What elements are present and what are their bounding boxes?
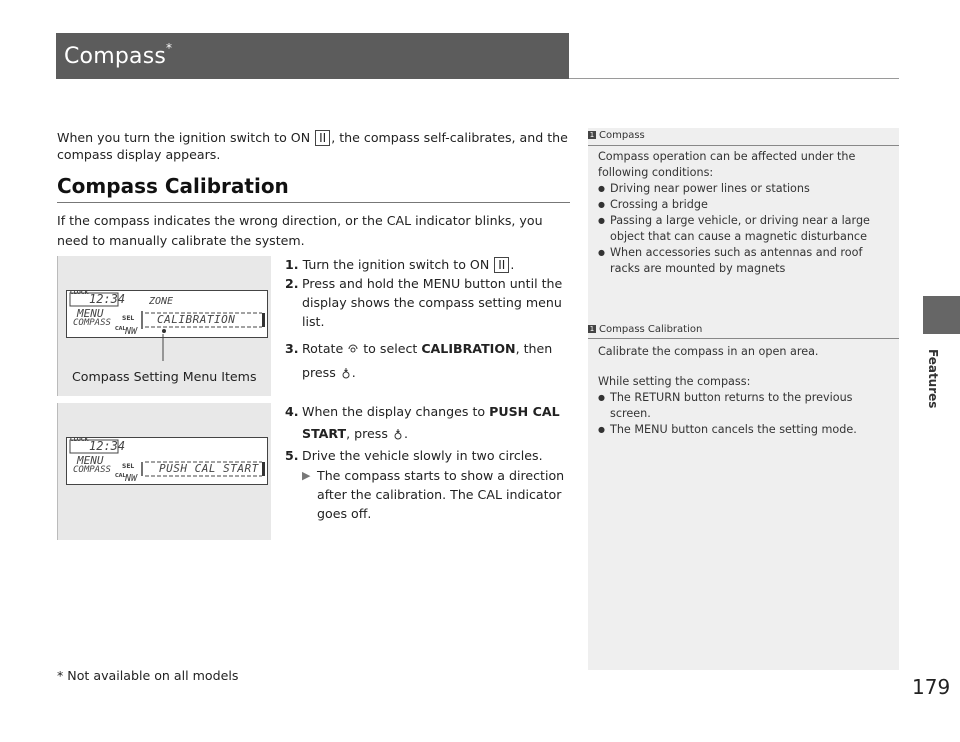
sel-tag: SEL (122, 315, 135, 322)
result-arrow-icon: ▶ (302, 469, 311, 482)
menu-label: MENU (77, 454, 104, 467)
note-bullet: ● Driving near power lines or stations (598, 181, 893, 197)
lcd-display (66, 437, 268, 485)
steps-4-5 (285, 401, 570, 523)
section-heading: Compass Calibration (57, 174, 289, 198)
cal-tag: CAL (115, 473, 126, 479)
sel-tag: SEL (122, 463, 135, 470)
page-number: 179 (912, 675, 951, 699)
direction-readout: NW (125, 326, 138, 337)
note-bullet: ● The RETURN button returns to the previous screen. (598, 390, 893, 422)
figure-push-cal-start (57, 403, 271, 540)
note-bullet: ● When accessories such as antennas and roof racks are mounted by magnets (598, 245, 893, 277)
step-2: 2. Press and hold the MENU button until the display shows the compass setting menu list. (285, 276, 563, 329)
footnote-mark: * (166, 41, 173, 55)
step-1: 1. Turn the ignition switch to ON II . (285, 257, 515, 272)
selector-knob-press-icon (340, 367, 352, 379)
note-calibration-title: 1 Compass Calibration (589, 324, 703, 335)
section-rule (57, 202, 570, 203)
calibration-item: CALIBRATION (157, 313, 236, 326)
note-marker-icon: 1 (589, 325, 595, 333)
title-rule (569, 78, 899, 79)
step-5-result: ▶ The compass starts to show a direction after the calibration. The CAL indicator goes off. (302, 468, 565, 521)
note-calibration-body: Calibrate the compass in an open area. While setting the compass: ● The RETURN button returns to the previous screen. ● The MENU button cancels the setting mode. (598, 344, 893, 438)
note-bullet: ● Passing a large vehicle, or driving near a large object that can cause a magnetic disturbance (598, 213, 893, 245)
section-tab (923, 296, 960, 334)
note-compass-body: Compass operation can be affected under the following conditions: ● Driving near power lines or stations ● Crossing a bridge ● Passing a large vehicle, or driving near a large object that can cause a magnetic disturbance ● When accessories such as antennas and roof racks are mounted by magnets (598, 149, 893, 277)
clock-time: 12:34 (89, 292, 126, 306)
step-4: 4. When the display changes to PUSH CAL START, press . (285, 404, 560, 441)
footnote: * Not available on all models (57, 668, 239, 683)
page-title: Compass* (64, 41, 173, 69)
note-rule (588, 145, 899, 146)
menu-label: MENU (77, 307, 104, 320)
note-rule (588, 338, 899, 339)
compass-label: COMPASS (73, 465, 111, 475)
zone-item: ZONE (149, 296, 174, 307)
compass-label: COMPASS (73, 318, 111, 328)
push-cal-start-item: PUSH CAL START (159, 462, 259, 475)
note-bullet: ● Crossing a bridge (598, 197, 893, 213)
clock-tag: CLOCK (70, 437, 89, 443)
step-5: 5. Drive the vehicle slowly in two circles. (285, 448, 543, 463)
note-marker-icon: 1 (589, 131, 595, 139)
intro-paragraph: When you turn the ignition switch to ON II , the compass self-calibrates, and the compass display appears. (57, 130, 568, 162)
clock-time: 12:34 (89, 439, 126, 453)
ignition-key-symbol: II (315, 130, 330, 146)
cal-tag: CAL (115, 326, 126, 332)
direction-readout: NW (125, 473, 138, 484)
ignition-key-symbol: II (494, 257, 509, 273)
selector-knob-press-icon (392, 428, 404, 440)
steps-1-3 (285, 255, 570, 385)
calibration-paragraph: If the compass indicates the wrong direction, or the CAL indicator blinks, you need to manually calibrate the system. (57, 213, 543, 248)
note-compass-title: 1 Compass (589, 130, 645, 141)
section-label: Features (926, 349, 940, 409)
clock-tag: CLOCK (70, 290, 89, 296)
selector-knob-rotate-icon (347, 343, 359, 355)
note-bullet: ● The MENU button cancels the setting mode. (598, 422, 893, 438)
step-3: 3. Rotate to select CALIBRATION, then press . (285, 341, 553, 380)
figure-caption: Compass Setting Menu Items (72, 369, 257, 384)
